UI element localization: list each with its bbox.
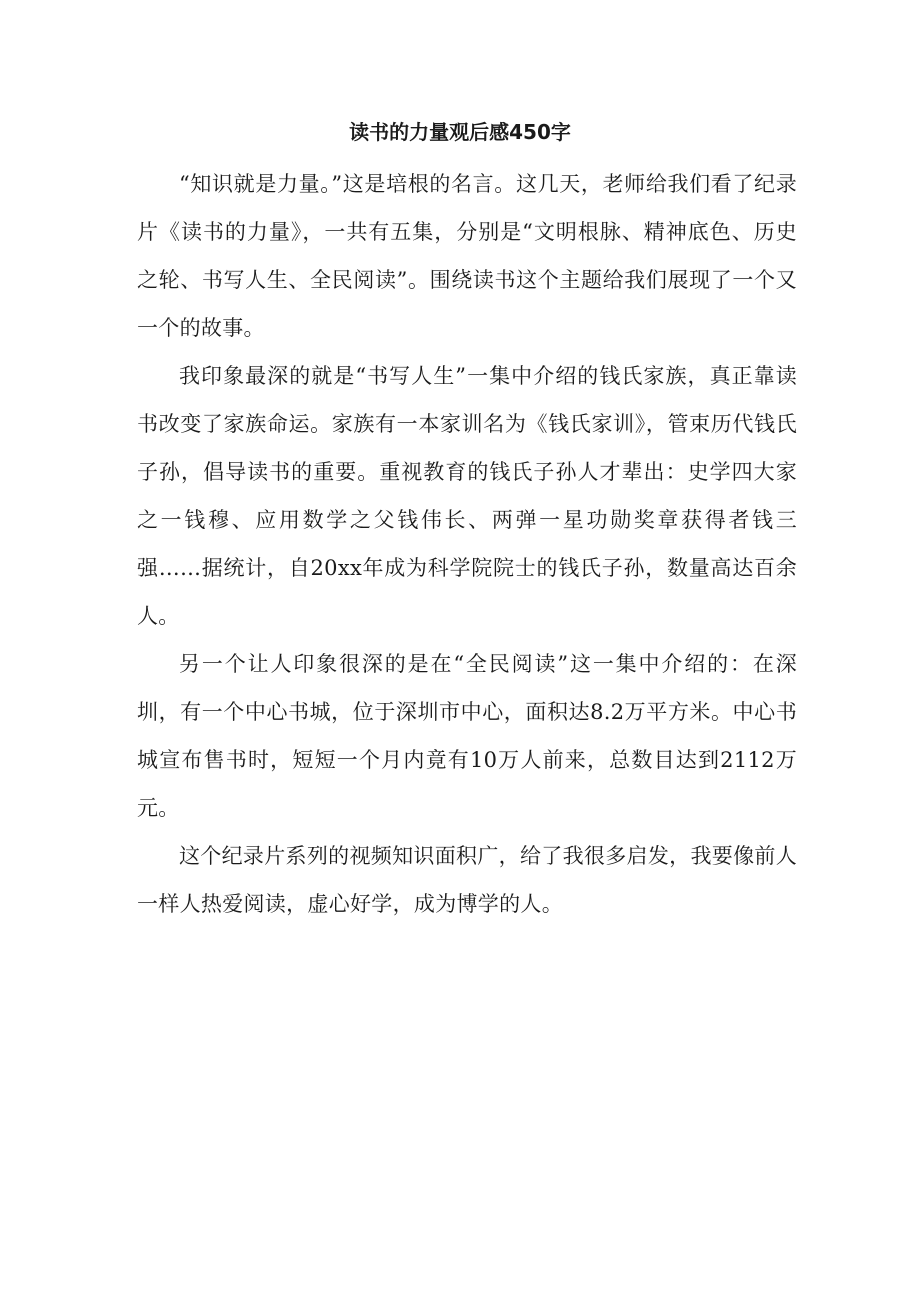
- paragraph-2: 我印象最深的就是“书写人生”一集中介绍的钱氏家族，真正靠读书改变了家族命运。家族有一本家训名为《钱氏家训》，管束历代钱氏子孙，倡导读书的重要。重视教育的钱氏子孙人才辈出：史学四大家之一钱穆、应用数学之父钱伟长、两弹一星功勋奖章获得者钱三强……据统计，自20xx年成为科学院院士的钱氏子孙，数量高达百余人。: [137, 364, 797, 628]
- paragraph-3: 另一个让人印象很深的是在“全民阅读”这一集中介绍的：在深圳，有一个中心书城，位于深圳市中心，面积达8.2万平方米。中心书城宣布售书时，短短一个月内竟有10万人前来，总数目达到2112万元。: [137, 652, 797, 820]
- paragraph-1: “知识就是力量。”这是培根的名言。这几天，老师给我们看了纪录片《读书的力量》，一共有五集，分别是“文明根脉、精神底色、历史之轮、书写人生、全民阅读”。围绕读书这个主题给我们展现了一个又一个的故事。: [137, 172, 797, 340]
- document-body: [137, 160, 797, 928]
- paragraph-4: 这个纪录片系列的视频知识面积广，给了我很多启发，我要像前人一样人热爱阅读，虚心好学，成为博学的人。: [137, 844, 797, 916]
- document-title: 读书的力量观后感450字: [349, 120, 571, 144]
